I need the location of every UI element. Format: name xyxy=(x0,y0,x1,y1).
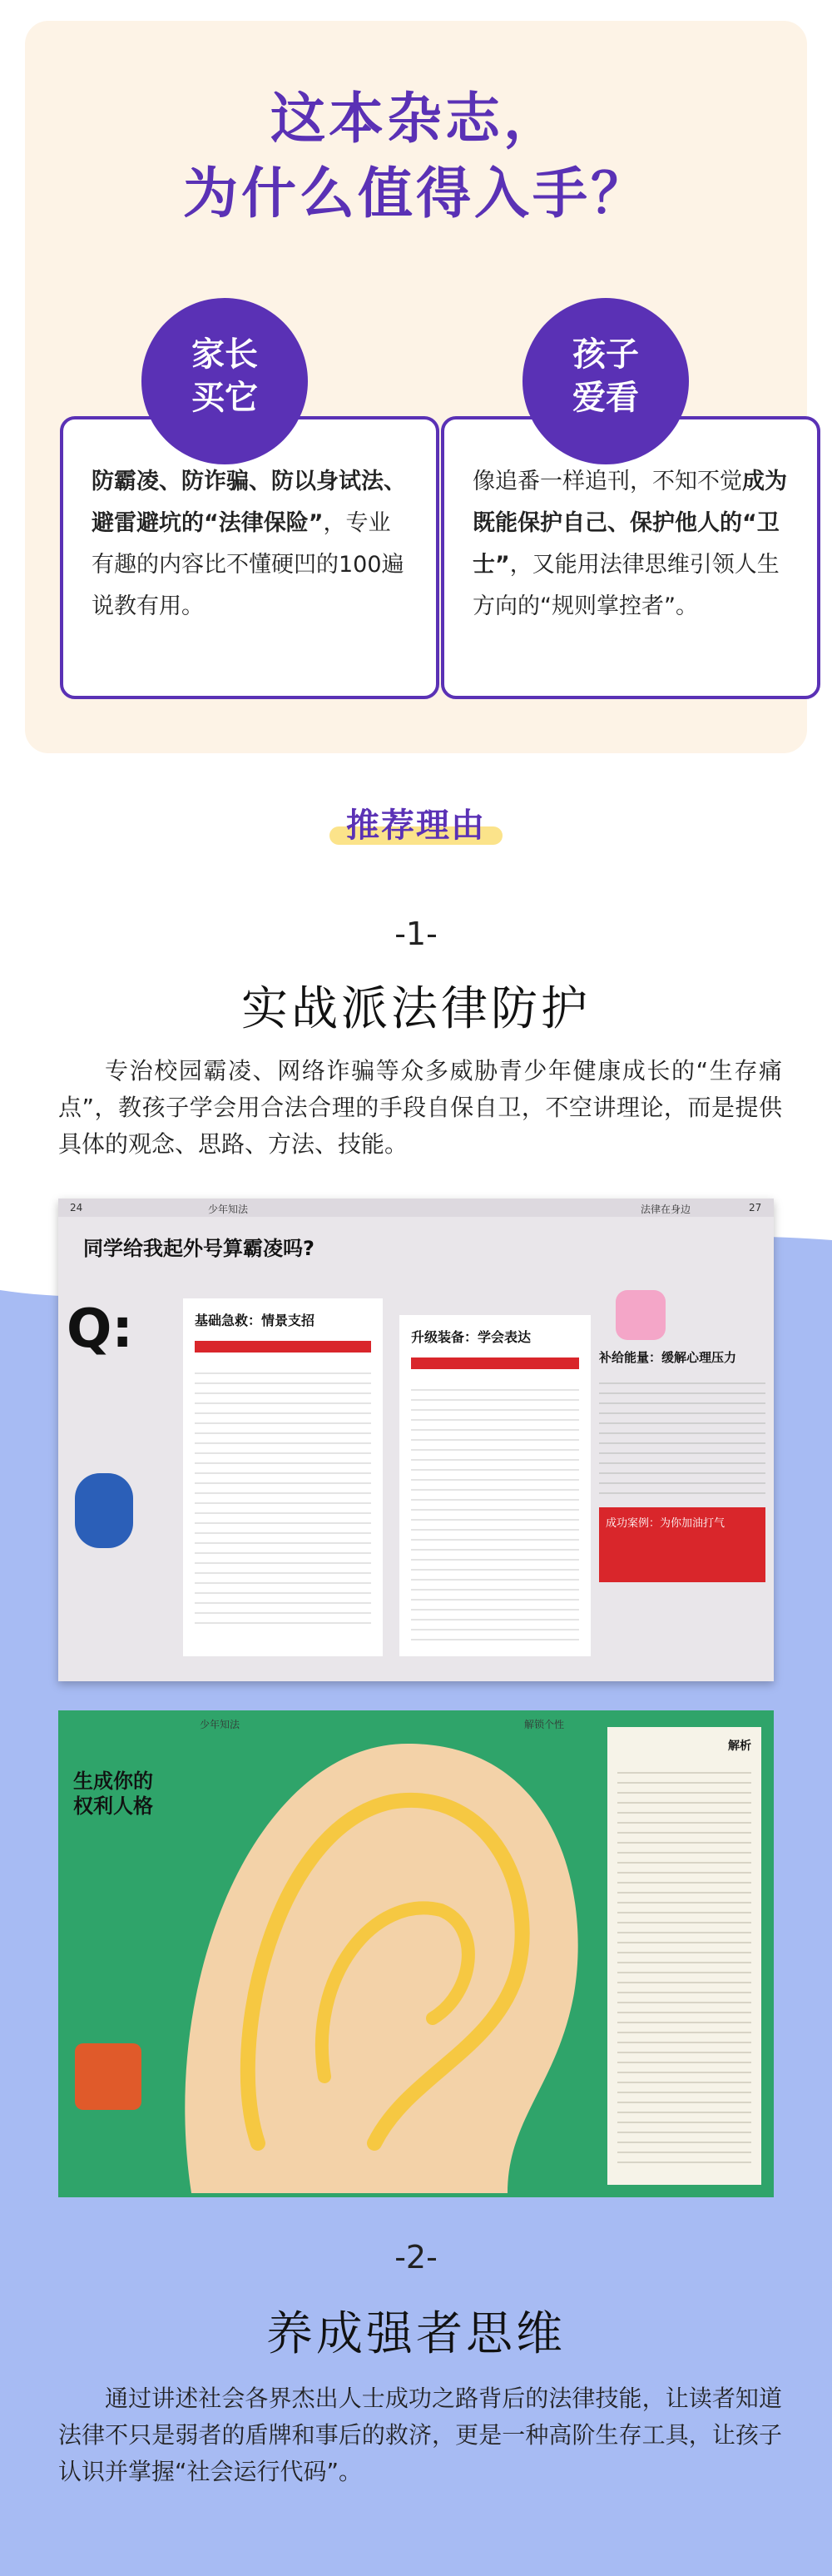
kids-badge-line2: 爱看 xyxy=(572,379,639,417)
parents-badge-line2: 买它 xyxy=(191,379,258,417)
mag1-headline: 同学给我起外号算霸凌吗? xyxy=(83,1237,314,1260)
magazine-spread-bullying xyxy=(58,1199,774,1681)
why-title-line1: 这本杂志， xyxy=(270,87,562,151)
parents-text: ，专业有趣的内容比不懂硬凹的100遍说教有用。 xyxy=(92,510,404,619)
section1-number: -1- xyxy=(394,916,438,952)
mag1-column1 xyxy=(183,1298,383,1656)
mag1-q-letter: Q: xyxy=(67,1298,133,1360)
section2-title: 养成强者思维 xyxy=(266,2307,566,2361)
section2-body: 通过讲述社会各界杰出人士成功之路背后的法律技能，让读者知道法律不只是弱者的盾牌和事后的救济，更是一种高阶生存工具，让孩子认识并掌握“社会运行代码”。 xyxy=(58,2385,782,2485)
kids-text-c: ，又能用法律思维引领人生方向的“规则掌控者”。 xyxy=(473,552,780,619)
mag2-title-line2: 权利人格 xyxy=(73,1794,153,1818)
kids-badge xyxy=(522,298,689,464)
mag1-callout: 成功案例：为你加油打气 xyxy=(599,1507,765,1582)
mag2-analysis-panel xyxy=(607,1727,761,2185)
section1-body: 专治校园霸凌、网络诈骗等众多威胁青少年健康成长的“生存痛点”，教孩子学会用合法合理的手段自保自卫，不空讲理论，而是提供具体的观念、思路、方法、技能。 xyxy=(58,1057,782,1158)
why-title-line2: 为什么值得入手？ xyxy=(183,161,649,226)
mag2-maze-illustration xyxy=(158,1727,591,2193)
parents-badge-line1: 家长 xyxy=(191,335,258,374)
magazine-spread-rights xyxy=(58,1710,774,2197)
mag1-page-right: 27 xyxy=(749,1202,762,1214)
mag1-header-right: 法律在身边 xyxy=(641,1204,691,1215)
mag1-column2 xyxy=(399,1315,591,1656)
mag1-col2-title: 升级装备：学会表达 xyxy=(411,1329,532,1345)
recommend-heading xyxy=(0,799,832,846)
mag2-header-left: 少年知法 xyxy=(200,1719,240,1730)
recommend-title: 推荐理由 xyxy=(346,807,486,845)
mag1-jacket-illustration xyxy=(75,1473,133,1548)
parents-badge xyxy=(141,298,308,464)
mag2-side-label: 解析 xyxy=(728,1740,751,1753)
mag2-cat-illustration xyxy=(75,2043,141,2110)
mag1-page-left: 24 xyxy=(70,1202,83,1214)
mag2-title-line1: 生成你的 xyxy=(73,1769,153,1793)
kids-badge-line1: 孩子 xyxy=(572,335,639,374)
section2-number: -2- xyxy=(394,2239,438,2276)
mag1-phone-illustration xyxy=(616,1290,666,1340)
mag1-col1-title: 基础急救：情景支招 xyxy=(195,1313,315,1328)
kids-highlight: 成为既能保护自己、保护他人的“卫士” xyxy=(473,469,787,578)
mag1-column3 xyxy=(599,1348,765,1648)
mag1-col3-title: 补给能量：缓解心理压力 xyxy=(599,1350,737,1365)
section1-title: 实战派法律防护 xyxy=(241,982,591,1036)
parents-highlight: 防霸凌、防诈骗、防以身试法、避雷避坑的“法律保险” xyxy=(92,469,406,536)
mag1-header-left: 少年知法 xyxy=(208,1204,249,1215)
mag2-header-right: 解锁个性 xyxy=(524,1719,565,1730)
kids-text-a: 像追番一样追刊，不知不觉 xyxy=(473,469,742,494)
mag2-title xyxy=(73,1769,153,1819)
